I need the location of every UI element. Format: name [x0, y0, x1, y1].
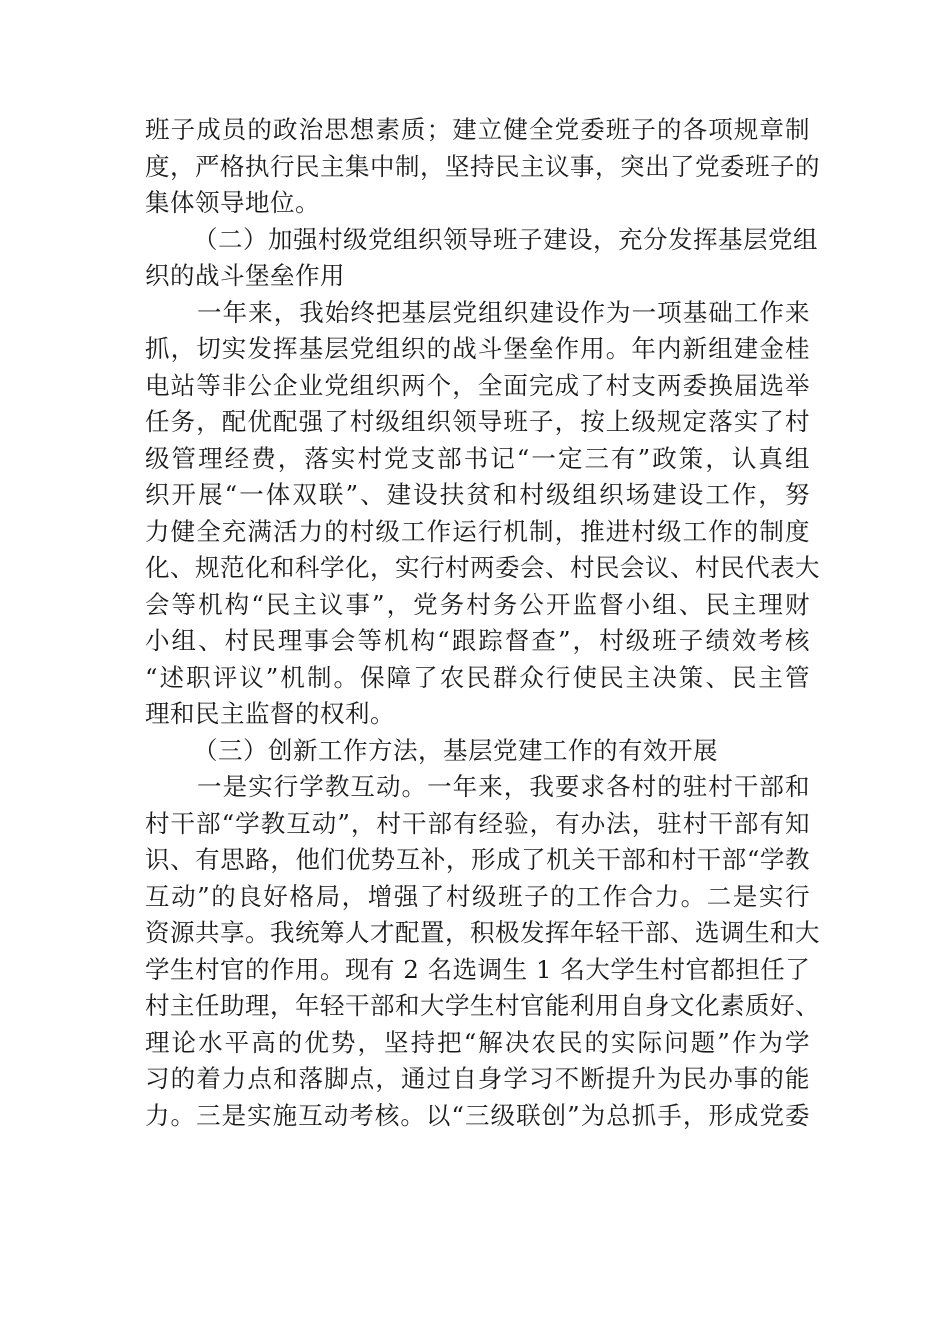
text-line: 织的战斗堡垒作用 [145, 261, 345, 290]
text-line: 一是实行学教互动。一年来，我要求各村的驻村干部和 [197, 772, 810, 801]
text-line: 村主任助理，年轻干部和大学生村官能利用自身文化素质好、 [145, 991, 820, 1020]
text-line: 抓，切实发挥基层党组织的战斗堡垒作用。年内新组建金桂 [145, 334, 810, 363]
text-line: 化、规范化和科学化，实行村两委会、村民会议、村民代表大 [145, 553, 820, 582]
text-line: 理论水平高的优势，坚持把“解决农民的实际问题”作为学 [145, 1027, 810, 1057]
text-line: 村干部“学教互动”，村干部有经验，有办法，驻村干部有知 [145, 808, 810, 838]
text-line: 会等机构“民主议事”，党务村务公开监督小组、民主理财 [145, 589, 810, 619]
text-line: 级管理经费，落实村党支部书记“一定三有”政策，认真组 [145, 443, 810, 473]
text-line: “述职评议”机制。保障了农民群众行使民主决策、民主管 [145, 662, 810, 692]
text-line: 电站等非公企业党组织两个，全面完成了村支两委换届选举 [145, 370, 810, 400]
text-line: 识、有思路，他们优势互补，形成了机关干部和村干部“学教 [145, 845, 810, 874]
text-line: 小组、村民理事会等机构“跟踪督查”，村级班子绩效考核 [145, 626, 810, 655]
text-line: 织开展“一体双联”、建设扶贫和村级组织场建设工作，努 [145, 480, 810, 509]
text-line: 学生村官的作用。现有 2 名选调生 1 名大学生村官都担任了 [145, 954, 811, 984]
text-line: 力。三是实施互动考核。以“三级联创”为总抓手，形成党委 [145, 1100, 810, 1130]
text-line: 任务，配优配强了村级组织领导班子，按上级规定落实了村 [145, 407, 810, 436]
text-line: 力健全充满活力的村级工作运行机制，推进村级工作的制度 [145, 516, 810, 546]
text-line: 互动”的良好格局，增强了村级班子的工作合力。二是实行 [145, 881, 810, 911]
text-line: 习的着力点和落脚点，通过自身学习不断提升为民办事的能 [145, 1064, 810, 1093]
text-line: 资源共享。我统筹人才配置，积极发挥年轻干部、选调生和大 [145, 918, 820, 947]
text-line: 度，严格执行民主集中制，坚持民主议事，突出了党委班子的 [145, 151, 820, 181]
text-line: 理和民主监督的权利。 [145, 699, 395, 728]
body-text [145, 112, 820, 1134]
text-line: 班子成员的政治思想素质；建立健全党委班子的各项规章制 [145, 115, 810, 144]
text-line: （三）创新工作方法，基层党建工作的有效开展 [193, 735, 718, 765]
text-line: （二）加强村级党组织领导班子建设，充分发挥基层党组 [193, 224, 818, 254]
text-line: 一年来，我始终把基层党组织建设作为一项基础工作来 [197, 297, 810, 327]
text-line: 集体领导地位。 [145, 188, 320, 217]
